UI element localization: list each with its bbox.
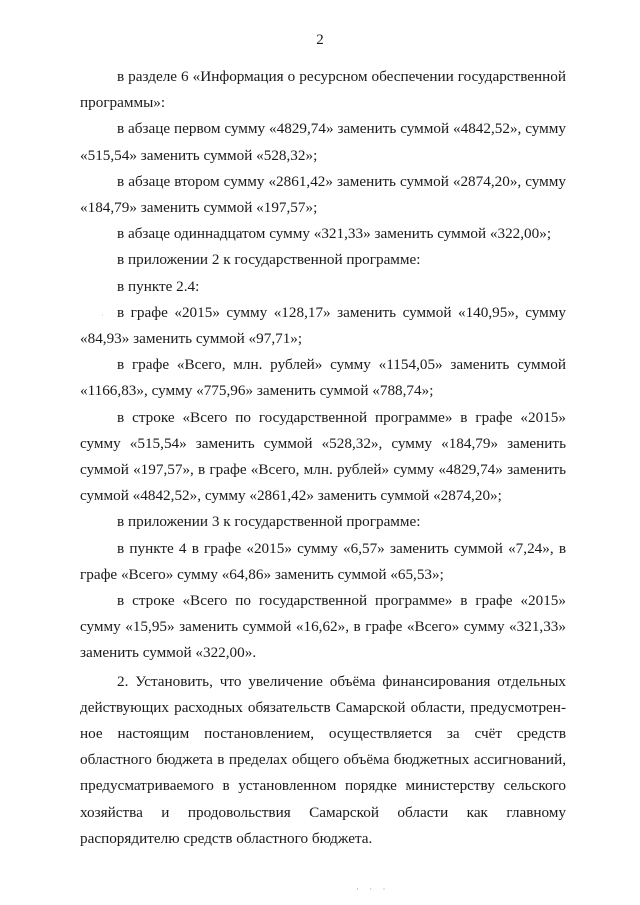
paragraph-total-row: в строке «Всего по государственной программе» в графе «2015» сумму «515,54» заменить суммой «528,32», сумму «184,79» заменить суммой «197,57», в графе «Всего, млн. рублей» сумму «4829,74» заменить суммой «4842,52», сумму «2861,42» заменить суммой «2874,20»; xyxy=(80,408,566,505)
paragraph-column-total: в графе «Всего, млн. рублей» сумму «1154,05» заменить суммой «1166,83», сумму «775,96» заменить суммой «788,74»; xyxy=(80,356,566,400)
paragraph-point-2-4: в пункте 2.4: xyxy=(117,277,200,295)
document-body xyxy=(80,64,566,852)
paragraph-appendix-3: в приложении 3 к государственной программе: xyxy=(117,513,421,531)
paragraph-first-abzac: в абзаце первом сумму «4829,74» заменить суммой «4842,52», сумму «515,54» заменить суммой «528,32»; xyxy=(80,120,566,164)
paragraph-second-abzac: в абзаце втором сумму «2861,42» заменить суммой «2874,20», сумму «184,79» заменить суммой «197,57»; xyxy=(80,172,566,217)
scan-artifact-dots: · · · xyxy=(356,884,390,894)
paragraph-total-row-appendix-3: в строке «Всего по государственной программе» в графе «2015» сумму «15,95» заменить суммой «16,62», в графе «Всего» сумму «321,33» заменить суммой «322,00». xyxy=(80,592,566,662)
scan-artifact: · xyxy=(101,311,104,320)
paragraph-appendix-2: в приложении 2 к государственной программе: xyxy=(117,251,421,269)
page-number: 2 xyxy=(316,32,324,48)
paragraph-item-2: 2. Установить, что увеличение объёма финансирования отдельных действующих расходных обязательств Самарской области, предусмотренное настоящим постановлением, осуществляется за счёт средств областного бюджета в пределах общего объёма бюджетных ассигнований, предусматриваемого в установленном порядке министерству сельского хозяйства и продовольствия Самарской области как главному распорядителю средств областного бюджета. xyxy=(80,672,566,847)
paragraph-column-2015: в графе «2015» сумму «128,17» заменить суммой «140,95», сумму «84,93» заменить суммой «97,71»; xyxy=(80,303,566,348)
paragraph-eleventh-abzac: в абзаце одиннадцатом сумму «321,33» заменить суммой «322,00»; xyxy=(117,225,552,243)
paragraph-point-4: в пункте 4 в графе «2015» сумму «6,57» заменить суммой «7,24», в графе «Всего» сумму «64,86» заменить суммой «65,53»; xyxy=(80,539,566,583)
paragraph-section-6: в разделе 6 «Информация о ресурсном обеспечении государственной программы»: xyxy=(80,68,566,112)
